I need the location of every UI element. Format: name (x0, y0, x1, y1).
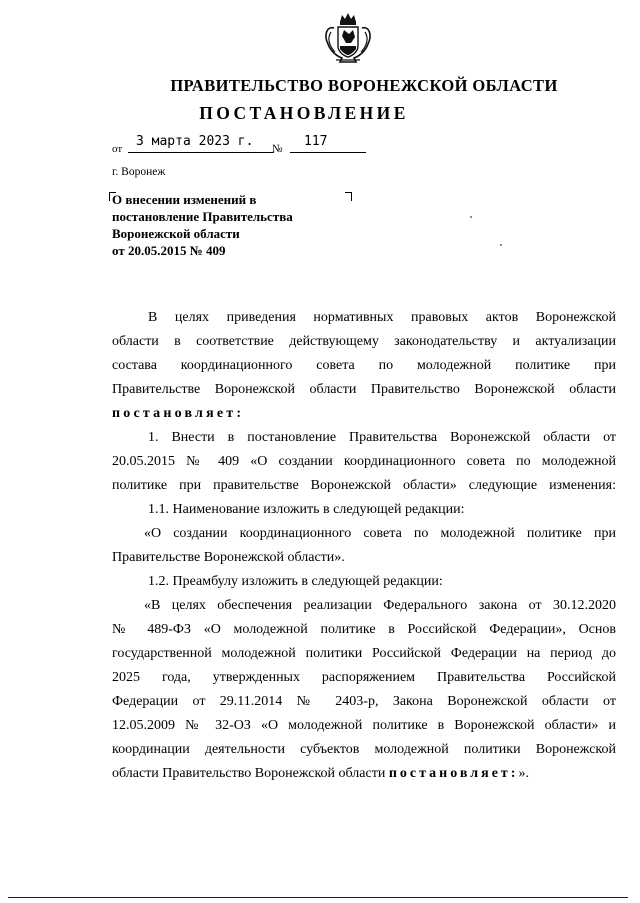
number-prefix: № (272, 143, 283, 155)
resolves-word: постановляет: (112, 406, 245, 421)
body-line: 2025 года, утвержденных распоряжением Правительства Российской (112, 670, 616, 685)
document-body (112, 306, 616, 786)
subject-line: от 20.05.2015 № 409 (112, 243, 226, 258)
city-name: г. Воронеж (112, 166, 166, 178)
body-text: области Правительство Воронежской области (112, 766, 386, 781)
document-number: 117 (290, 134, 366, 153)
body-line: В целях приведения нормативных правовых актов Воронежской (148, 310, 616, 325)
document-type-title: ПОСТАНОВЛЕНИЕ (199, 103, 409, 123)
subject-line: Воронежской области (112, 226, 240, 241)
body-last-line (112, 762, 616, 786)
date-prefix: от (112, 143, 123, 155)
body-line: 1.2. Преамбулу изложить в следующей редакции: (148, 574, 443, 589)
footer-rule (8, 897, 628, 898)
body-line: Правительстве Воронежской области Правительство Воронежской области (112, 382, 616, 397)
subject-line: О внесении изменений в (112, 192, 257, 207)
document-date: 3 марта 2023 г. (128, 134, 274, 153)
body-line: «В целях обеспечения реализации Федерального закона от 30.12.2020 (144, 598, 616, 613)
closing-quote: ». (518, 766, 529, 781)
resolves-line (112, 402, 616, 426)
body-line: 1.1. Наименование изложить в следующей редакции: (148, 502, 465, 517)
body-line: политике при правительстве Воронежской области» следующие изменения: (112, 478, 616, 493)
body-line: 20.05.2015 № 409 «О создании координационного совета по молодежной (112, 454, 616, 469)
body-line: области в соответствие действующему законодательству и актуализации (112, 334, 616, 349)
scan-speck (500, 244, 502, 246)
subject-corner-right (345, 192, 352, 201)
body-line: координации деятельности субъектов молодежной политики Воронежской (112, 742, 616, 757)
subject-line: постановление Правительства (112, 209, 293, 224)
document-subject (112, 191, 342, 259)
body-line: 12.05.2009 № 32-ОЗ «О молодежной политике в Воронежской области» и (112, 718, 616, 733)
body-line: Правительстве Воронежской области». (112, 550, 345, 565)
scan-speck (470, 216, 472, 218)
body-line: Федерации от 29.11.2014 № 2403-р, Закона Воронежской области от (112, 694, 616, 709)
body-line: государственной молодежной политики Российской Федерации на период до (112, 646, 616, 661)
body-line: 1. Внести в постановление Правительства Воронежской области от (148, 430, 616, 445)
body-line: «О создании координационного совета по молодежной политике при (144, 526, 616, 541)
voronezh-coat-of-arms-icon (322, 10, 374, 68)
body-line: состава координационного совета по молодежной политике при (112, 358, 616, 373)
resolves-word: постановляет: (388, 766, 519, 781)
government-title: ПРАВИТЕЛЬСТВО ВОРОНЕЖСКОЙ ОБЛАСТИ (170, 76, 558, 95)
body-line: № 489-ФЗ «О молодежной политике в Российской Федерации», Основ (112, 622, 616, 637)
